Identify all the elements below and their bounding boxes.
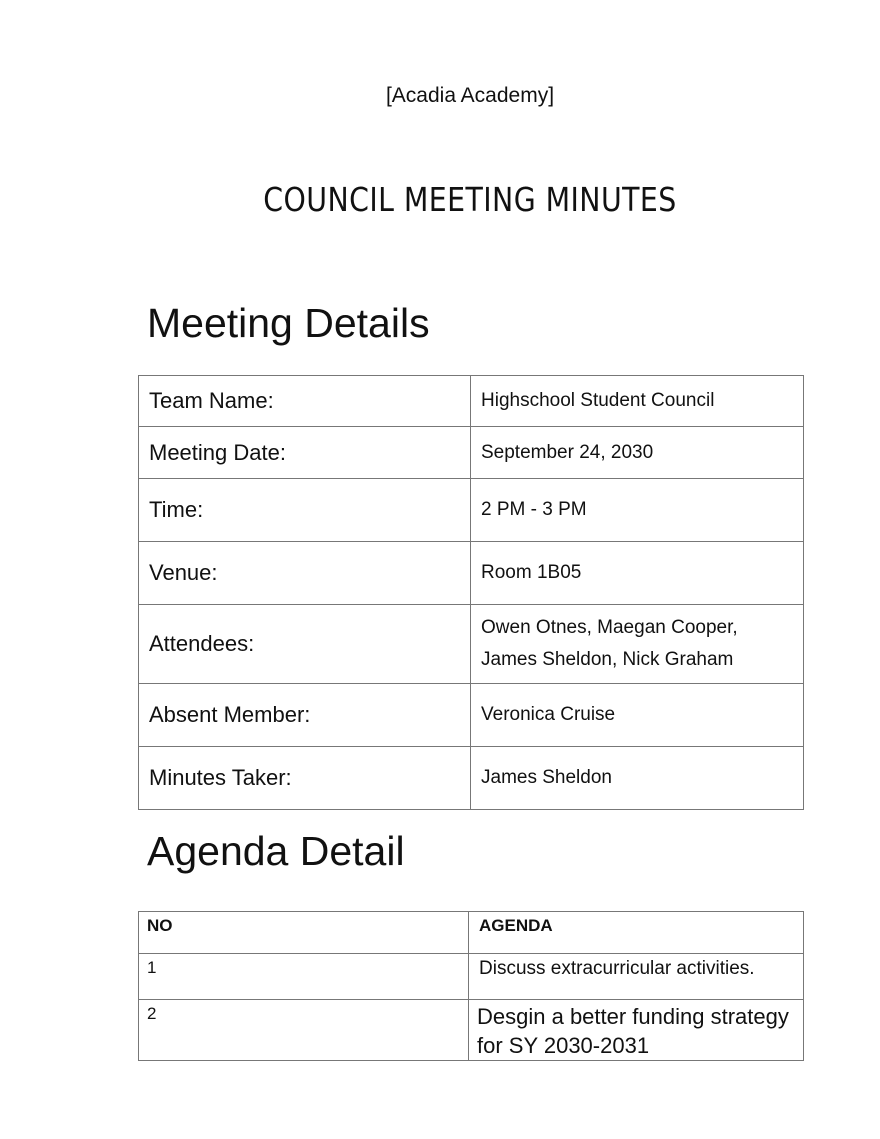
table-row	[139, 747, 804, 810]
agenda-item-number: 1	[139, 954, 469, 1000]
agenda-item-text: Discuss extracurricular activities.	[469, 954, 804, 1000]
team-name-label: Team Name:	[139, 376, 471, 427]
team-name-value: Highschool Student Council	[471, 376, 804, 427]
time-label: Time:	[139, 479, 471, 542]
document-title: COUNCIL MEETING MINUTES	[263, 180, 677, 219]
attendees-label: Attendees:	[139, 605, 471, 684]
venue-value: Room 1B05	[471, 542, 804, 605]
table-row	[139, 1000, 804, 1061]
table-row	[139, 684, 804, 747]
agenda-detail-heading: Agenda Detail	[147, 828, 405, 874]
minutes-taker-value: James Sheldon	[471, 747, 804, 810]
table-row	[139, 479, 804, 542]
meeting-date-value: September 24, 2030	[471, 427, 804, 479]
meeting-details-heading: Meeting Details	[147, 300, 430, 346]
agenda-column-header: AGENDA	[469, 912, 804, 954]
table-row	[139, 427, 804, 479]
agenda-table	[138, 911, 804, 1061]
meeting-date-label: Meeting Date:	[139, 427, 471, 479]
table-row	[139, 376, 804, 427]
table-row	[139, 954, 804, 1000]
minutes-taker-label: Minutes Taker:	[139, 747, 471, 810]
agenda-item-text: Desgin a better funding strategy for SY 2030-2031	[469, 1000, 804, 1061]
no-column-header: NO	[139, 912, 469, 954]
meeting-details-table	[138, 375, 804, 810]
absent-member-value: Veronica Cruise	[471, 684, 804, 747]
agenda-item-number: 2	[139, 1000, 469, 1061]
agenda-header-row	[139, 912, 804, 954]
time-value: 2 PM - 3 PM	[471, 479, 804, 542]
table-row	[139, 542, 804, 605]
attendees-value: Owen Otnes, Maegan Cooper, James Sheldon, Nick Graham	[471, 605, 804, 684]
table-row	[139, 605, 804, 684]
absent-member-label: Absent Member:	[139, 684, 471, 747]
venue-label: Venue:	[139, 542, 471, 605]
organization-name: [Acadia Academy]	[385, 84, 555, 107]
